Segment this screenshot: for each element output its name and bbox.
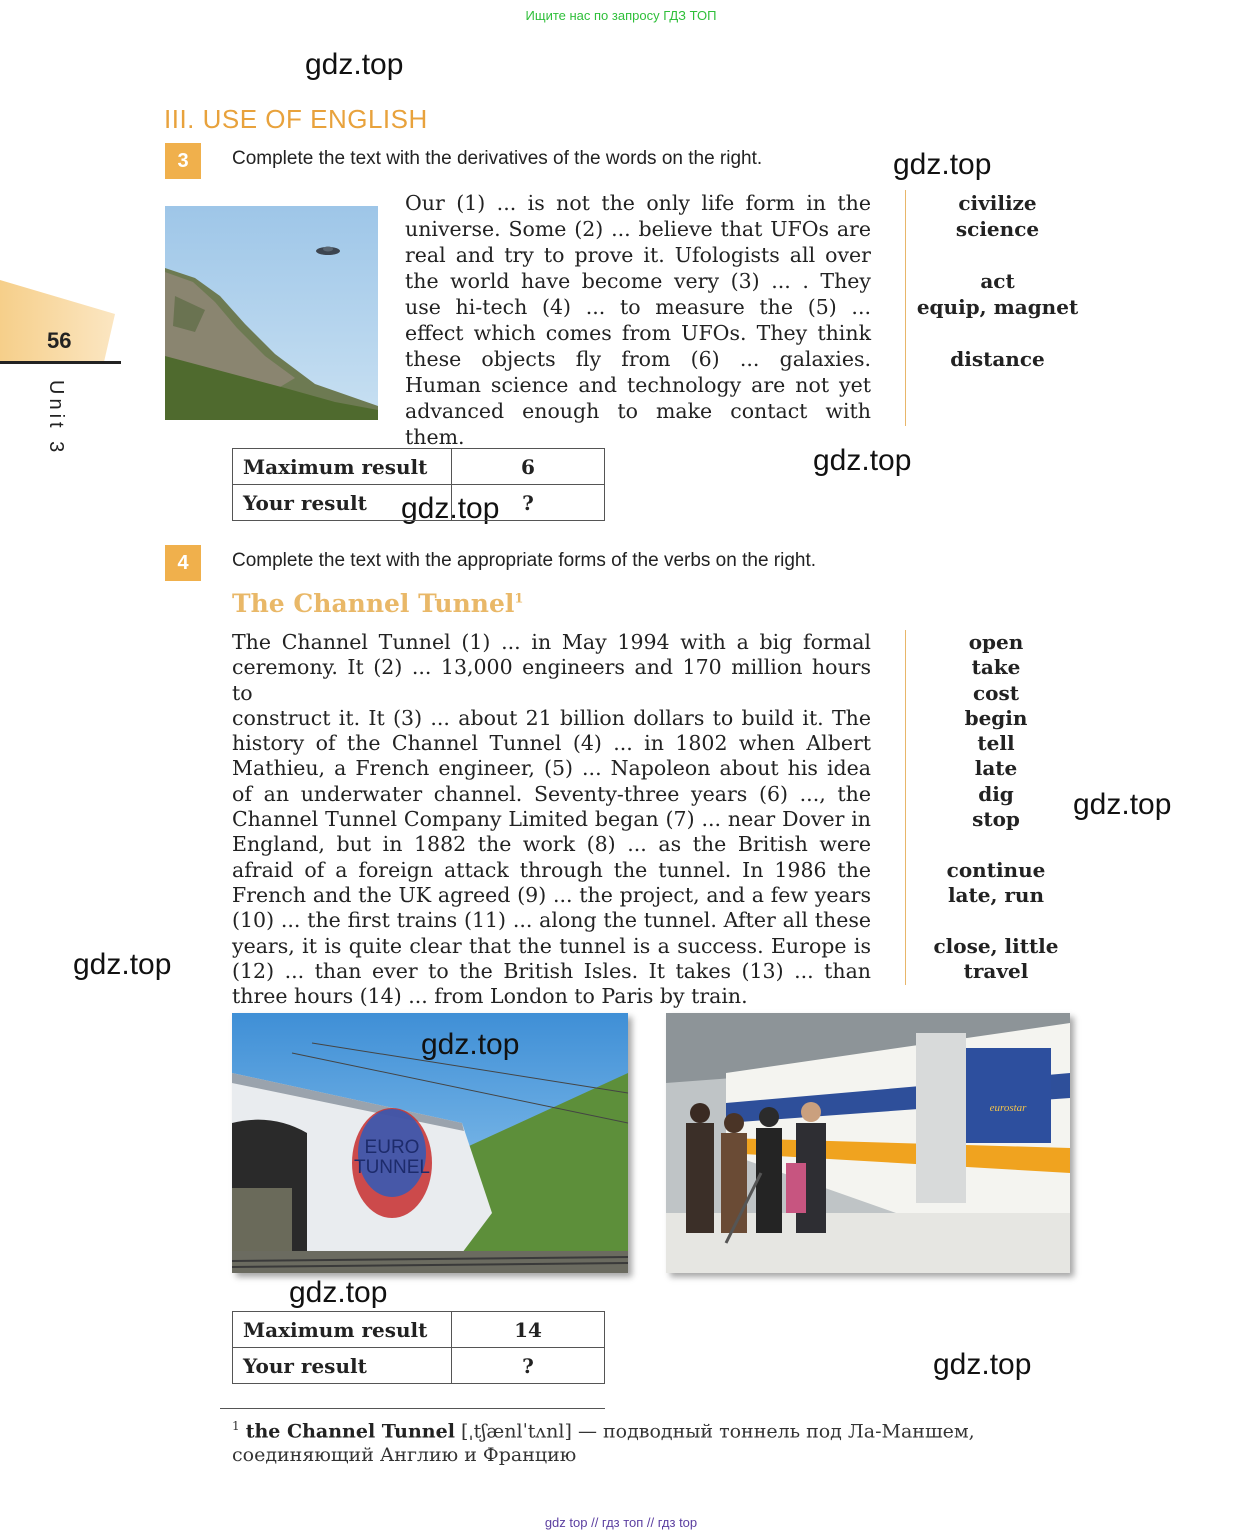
- text-line: French and the UK agreed (9) ... the project, and a few years: [232, 882, 871, 907]
- verb-cue: stop: [972, 807, 1020, 832]
- text-line: construct it. It (3) ... about 21 billion dollars to build it. The: [232, 705, 871, 730]
- verb-cue: open: [968, 630, 1024, 654]
- eurostar-logo: eurostar: [989, 1102, 1027, 1114]
- text-line: The Channel Tunnel (1) ... in May 1994 with a big formal: [232, 630, 871, 654]
- exercise-4-instruction: Complete the text with the appropriate forms of the verbs on the right.: [232, 550, 817, 571]
- watermark: gdz.top: [893, 148, 992, 181]
- exercise-4-result-table: [232, 1311, 605, 1384]
- word-cue: civilize: [958, 191, 1037, 215]
- text-line: afraid of a foreign attack through the tunnel. In 1986 the: [232, 857, 871, 882]
- verb-cue: tell: [977, 731, 1015, 756]
- text-line: use hi-tech (4) ... to measure the (5) ...: [405, 295, 871, 319]
- verb-cue: travel: [963, 958, 1029, 983]
- word-cue: science: [955, 217, 1040, 241]
- footnote-term: the Channel Tunnel: [245, 1420, 455, 1443]
- text-line: of an underwater channel. Seventy-three years (6) ..., the: [232, 781, 871, 806]
- top-banner[interactable]: Ищите нас по запросу ГДЗ ТОП: [525, 8, 717, 23]
- word-cue: act: [980, 269, 1015, 293]
- page-number: 56: [47, 328, 72, 353]
- watermark: gdz.top: [1073, 788, 1172, 821]
- footnote-mark: 1: [514, 591, 524, 607]
- max-result-label: Maximum result: [233, 449, 452, 485]
- eurostar-photo: [666, 1013, 1070, 1273]
- page-number-rule: [0, 361, 121, 364]
- column-divider: [905, 190, 906, 426]
- verb-cue: take: [971, 655, 1021, 680]
- verb-cue: cost: [972, 680, 1019, 705]
- your-result-label: Your result: [233, 485, 452, 521]
- verb-cue: [915, 908, 1077, 933]
- footnote-mark: 1: [232, 1419, 240, 1433]
- text-line: effect which comes from UFOs. They think: [405, 321, 871, 345]
- text-line: Our (1) ... is not the only life form in the: [405, 191, 871, 215]
- footnote: [232, 1414, 1092, 1467]
- sign-euro: EURO: [364, 1137, 420, 1158]
- verb-cue: continue: [946, 857, 1046, 882]
- max-result-value: 6: [452, 449, 605, 485]
- footnote-text: — подводный тоннель под Ла-Маншем, соединяющий Англию и Францию: [232, 1420, 975, 1467]
- bottom-links[interactable]: gdz top // гдз топ // гдз top: [544, 1515, 698, 1530]
- word-cue: [915, 320, 1080, 346]
- watermark: gdz.top: [421, 1028, 520, 1061]
- eurostar-illustration: [666, 1013, 1070, 1273]
- text-line: the world have become very (3) ... . They: [405, 269, 871, 293]
- watermark: gdz.top: [305, 48, 404, 81]
- word-cue: [915, 242, 1080, 268]
- verb-cue: late, run: [947, 882, 1045, 907]
- verb-cue: close, little: [933, 933, 1059, 958]
- exercise-4-badge: 4: [165, 545, 201, 581]
- footnote-transcription: [ˌtʃænlˈtʌnl]: [460, 1420, 572, 1443]
- verb-cue: late: [974, 756, 1018, 781]
- exercise-3-badge: 3: [165, 143, 201, 179]
- your-result-value[interactable]: ?: [452, 485, 605, 521]
- text-line: real and try to prove it. Ufologists all over: [405, 243, 871, 267]
- text-line: Human science and technology are not yet: [405, 373, 871, 397]
- your-result-label: Your result: [233, 1348, 452, 1384]
- text-line: advanced enough to make contact with them.: [405, 399, 871, 449]
- word-cue: equip, magnet: [916, 295, 1079, 319]
- text-line: Channel Tunnel Company Limited began (7) ... near Dover in: [232, 807, 871, 832]
- column-divider: [905, 630, 906, 985]
- text-line: (12) ... than ever to the British Isles. It takes (13) ... than: [232, 958, 871, 983]
- text-line: ceremony. It (2) ... 13,000 engineers and 170 million hours to: [232, 655, 871, 705]
- max-result-label: Maximum result: [233, 1312, 452, 1348]
- your-result-value[interactable]: ?: [452, 1348, 605, 1384]
- text-title-label: The Channel Tunnel: [232, 589, 515, 618]
- text-line: universe. Some (2) ... believe that UFOs are: [405, 217, 871, 241]
- max-result-value: 14: [452, 1312, 605, 1348]
- ufo-photo: [165, 206, 378, 420]
- watermark: gdz.top: [933, 1348, 1032, 1381]
- word-cue: distance: [950, 347, 1045, 371]
- verb-cue: begin: [964, 705, 1028, 730]
- watermark: gdz.top: [289, 1276, 388, 1309]
- unit-label: Unit 3: [45, 380, 67, 457]
- footnote-rule: [220, 1408, 605, 1409]
- text-line: years, it is quite clear that the tunnel is a success. Europe is: [232, 933, 871, 958]
- sign-tunnel: TUNNEL: [353, 1157, 431, 1178]
- verb-cue: dig: [978, 781, 1014, 806]
- watermark: gdz.top: [401, 492, 500, 525]
- text-line: Mathieu, a French engineer, (5) ... Napoleon about his idea: [232, 756, 871, 781]
- watermark: gdz.top: [813, 444, 912, 477]
- verb-cue: [915, 832, 1077, 857]
- exercise-3-result-table: [232, 448, 605, 521]
- watermark: gdz.top: [73, 948, 172, 981]
- text-line: England, but in 1882 the work (8) ... as the British were: [232, 832, 871, 857]
- text-line: three hours (14) ... from London to Paris by train.: [232, 984, 748, 1009]
- text-title: [232, 589, 523, 618]
- text-line: (10) ... the first trains (11) ... along the tunnel. After all these: [232, 908, 871, 933]
- exercise-3-instruction: Complete the text with the derivatives of the words on the right.: [232, 148, 763, 169]
- text-line: these objects fly from (6) ... galaxies.: [405, 347, 871, 371]
- text-line: history of the Channel Tunnel (4) ... in 1802 when Albert: [232, 731, 871, 756]
- section-heading: III. USE OF ENGLISH: [164, 104, 428, 134]
